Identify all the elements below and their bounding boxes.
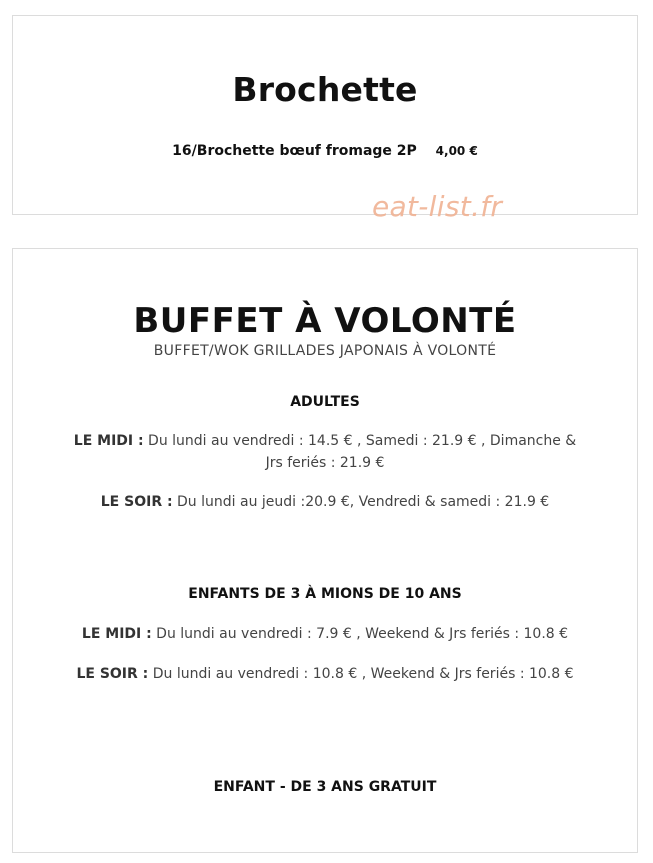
adults-midi-prices	[65, 430, 585, 474]
menu-item-brochette	[13, 143, 637, 159]
menu-item-name: 16/Brochette bœuf fromage 2P	[172, 143, 417, 159]
kids-midi-label: LE MIDI :	[81, 626, 152, 642]
kids-soir-label: LE SOIR :	[76, 666, 149, 682]
heading-adults: ADULTES	[290, 394, 360, 410]
watermark-eat-list: eat-list.fr	[372, 190, 503, 223]
brochette-card	[12, 15, 638, 215]
adults-soir-prices	[65, 491, 585, 513]
free-children-note: ENFANT - DE 3 ANS GRATUIT	[213, 779, 437, 795]
section-title-brochette: Brochette	[232, 70, 418, 109]
buffet-card	[12, 248, 638, 853]
kids-midi-text: Du lundi au vendredi : 7.9 € , Weekend & Jrs feriés : 10.8 €	[151, 626, 569, 642]
menu-item-price: 4,00 €	[435, 144, 478, 158]
kids-soir-text: Du lundi au vendredi : 10.8 € , Weekend & Jrs feriés : 10.8 €	[148, 666, 574, 682]
heading-kids: ENFANTS DE 3 À MIONS DE 10 ANS	[188, 586, 462, 602]
section-title-buffet: BUFFET À VOLONTÉ	[133, 301, 517, 341]
kids-midi-prices	[65, 623, 585, 645]
adults-soir-label: LE SOIR :	[100, 494, 173, 510]
section-subtitle-buffet: BUFFET/WOK GRILLADES JAPONAIS À VOLONTÉ	[153, 343, 497, 359]
adults-midi-label: LE MIDI :	[73, 433, 144, 449]
adults-midi-text: Du lundi au vendredi : 14.5 € , Samedi : 21.9 € , Dimanche & Jrs feriés : 21.9 €	[143, 433, 577, 471]
kids-soir-prices	[65, 663, 585, 685]
adults-soir-text: Du lundi au jeudi :20.9 €, Vendredi & samedi : 21.9 €	[172, 494, 550, 510]
